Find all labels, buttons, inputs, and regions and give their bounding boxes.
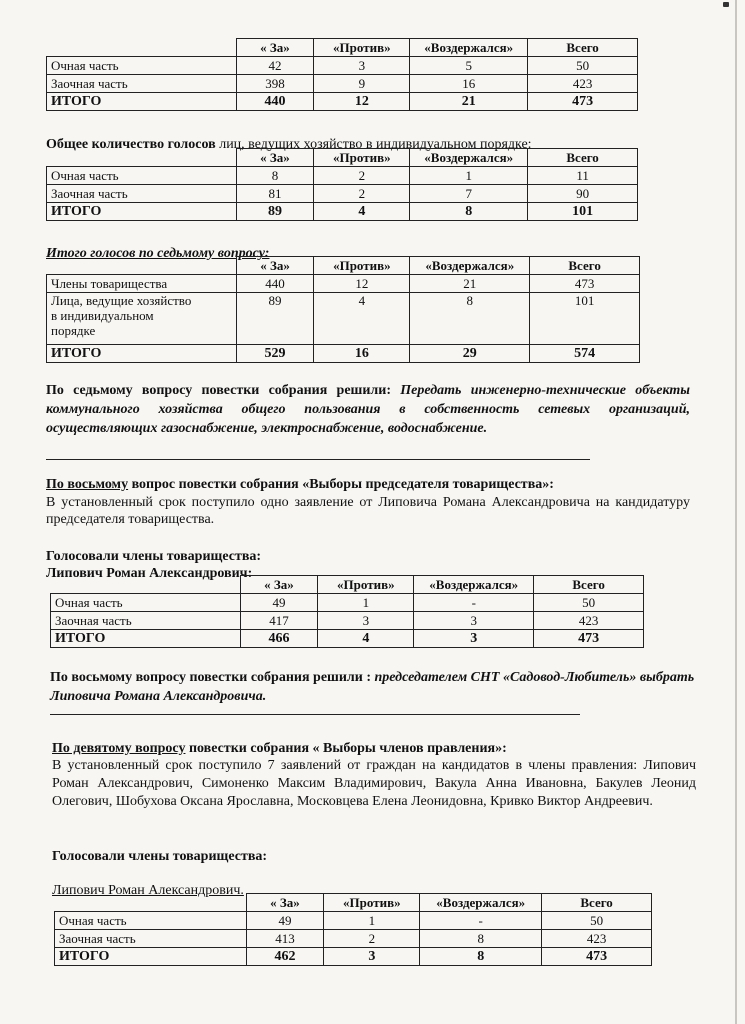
cell-vsego: 423 <box>542 930 652 948</box>
total-vsego: 101 <box>528 203 638 221</box>
cell-za: 417 <box>240 612 318 630</box>
row-label: Очная часть <box>47 167 237 185</box>
col-header-za: « За» <box>236 39 314 57</box>
question-8-heading <box>46 476 686 493</box>
scan-mark <box>723 2 729 7</box>
corner-cell <box>55 894 247 912</box>
col-header-protiv: «Против» <box>314 149 410 167</box>
total-label: ИТОГО <box>55 948 247 966</box>
col-header-za: « За» <box>246 894 324 912</box>
question-9-body: В установленный срок поступило 7 заявлений от граждан на кандидатов в члены правления: Липович Роман Александрович, Симоненко Максим Владимирович, Вакула Анна Ивановна, Бакулев Леонид Олегович, Шобухова Оксана Ярославна, Московцева Елена Леонидовна, Кривко Виктор Андреевич. <box>52 758 696 809</box>
corner-cell <box>47 149 237 167</box>
decision-q8 <box>50 668 696 706</box>
row-label: Члены товарищества <box>47 275 237 293</box>
question-lead-rest: вопрос повестки собрания «Выборы председателя товарищества»: <box>128 477 554 492</box>
question-lead-underlined: По девятому вопросу <box>52 741 186 756</box>
question-8-body: В установленный срок поступило одно заявление от Липовича Романа Александровича на кандидатуру председателя товарищества. <box>46 495 690 527</box>
col-header-vsego: Всего <box>528 149 638 167</box>
col-header-za: « За» <box>236 149 314 167</box>
row-label-line: порядке <box>51 323 96 338</box>
cell-za: 398 <box>236 75 314 93</box>
cell-protiv: 12 <box>314 275 410 293</box>
cell-protiv: 2 <box>314 185 410 203</box>
votes-table-q9 <box>54 893 652 966</box>
total-label: ИТОГО <box>51 630 241 648</box>
cell-vozd: 8 <box>410 293 530 345</box>
cell-vozd: 16 <box>410 75 528 93</box>
votes-table-q8 <box>50 575 644 648</box>
cell-vsego: 50 <box>542 912 652 930</box>
cell-vozd: - <box>414 594 534 612</box>
cell-vozd: 7 <box>410 185 528 203</box>
col-header-vozd: «Воздержался» <box>410 257 530 275</box>
cell-za: 42 <box>236 57 314 75</box>
votes-table-q7-total <box>46 256 640 363</box>
table-row <box>47 75 638 93</box>
row-label: Заочная часть <box>47 185 237 203</box>
table-row <box>47 185 638 203</box>
table-row <box>47 167 638 185</box>
cell-protiv: 3 <box>318 612 414 630</box>
total-protiv: 4 <box>314 203 410 221</box>
cell-vsego: 90 <box>528 185 638 203</box>
col-header-protiv: «Против» <box>324 894 420 912</box>
cell-za: 49 <box>246 912 324 930</box>
decision-lead: По восьмому вопросу повестки собрания решили : <box>50 670 372 685</box>
total-row <box>51 630 644 648</box>
table-row <box>47 293 640 345</box>
col-header-vsego: Всего <box>542 894 652 912</box>
total-vsego: 473 <box>542 948 652 966</box>
decision-lead: По седьмому вопросу повестки собрания решили: <box>46 383 392 398</box>
cell-vsego: 50 <box>534 594 644 612</box>
total-za: 440 <box>236 93 314 111</box>
decision-text: Передать инженерно-технические объекты коммунального хозяйства общего пользования в собственность сетевых организаций, осуществляющих газоснабжение, электроснабжение, водоснабжение. <box>46 383 690 436</box>
total-row <box>47 93 638 111</box>
table-row <box>51 612 644 630</box>
col-header-protiv: «Против» <box>314 39 410 57</box>
question-9-heading <box>52 740 692 757</box>
col-header-vsego: Всего <box>534 576 644 594</box>
col-header-vozd: «Воздержался» <box>410 149 528 167</box>
heading-rest: лиц, ведущих хозяйство в индивидуальном порядке: <box>215 137 532 152</box>
corner-cell <box>51 576 241 594</box>
total-label: ИТОГО <box>47 93 237 111</box>
total-za: 462 <box>246 948 324 966</box>
cell-protiv: 2 <box>324 930 420 948</box>
cell-protiv: 1 <box>318 594 414 612</box>
row-label-line: в индивидуальном <box>51 308 154 323</box>
cell-vozd: - <box>420 912 542 930</box>
cell-vsego: 423 <box>528 75 638 93</box>
total-za: 89 <box>236 203 314 221</box>
col-header-vozd: «Воздержался» <box>420 894 542 912</box>
total-vsego: 574 <box>530 345 640 363</box>
row-label: Заочная часть <box>47 75 237 93</box>
cell-vsego: 50 <box>528 57 638 75</box>
cell-protiv: 3 <box>314 57 410 75</box>
cell-vozd: 8 <box>420 930 542 948</box>
decision-text: председателем СНТ «Садовод-Любитель» выбрать Липовича Романа Александровича. <box>50 670 695 704</box>
cell-protiv: 9 <box>314 75 410 93</box>
col-header-vozd: «Воздержался» <box>410 39 528 57</box>
total-za: 466 <box>240 630 318 648</box>
cell-protiv: 2 <box>314 167 410 185</box>
col-header-protiv: «Против» <box>314 257 410 275</box>
cell-vsego: 11 <box>528 167 638 185</box>
row-label: Очная часть <box>47 57 237 75</box>
table-row <box>55 930 652 948</box>
total-row <box>55 948 652 966</box>
row-label: Очная часть <box>55 912 247 930</box>
cell-za: 49 <box>240 594 318 612</box>
table-row <box>51 594 644 612</box>
total-row <box>47 345 640 363</box>
cell-za: 81 <box>236 185 314 203</box>
cell-protiv: 1 <box>324 912 420 930</box>
col-header-protiv: «Против» <box>318 576 414 594</box>
votes-table-individuals-q7 <box>46 148 638 221</box>
col-header-vsego: Всего <box>530 257 640 275</box>
total-protiv: 12 <box>314 93 410 111</box>
total-row <box>47 203 638 221</box>
cell-vozd: 3 <box>414 612 534 630</box>
row-label <box>47 293 237 345</box>
cell-za: 8 <box>236 167 314 185</box>
row-label: Заочная часть <box>51 612 241 630</box>
total-za: 529 <box>236 345 314 363</box>
page-edge <box>735 0 737 1024</box>
cell-vsego: 473 <box>530 275 640 293</box>
candidate-name: Липович Роман Александрович: <box>46 566 253 581</box>
decision-q7 <box>46 381 690 438</box>
corner-cell <box>47 257 237 275</box>
total-protiv: 3 <box>324 948 420 966</box>
table-row <box>47 275 640 293</box>
total-vozd: 21 <box>410 93 528 111</box>
voted-label: Голосовали члены товарищества: <box>52 849 268 864</box>
cell-vozd: 21 <box>410 275 530 293</box>
cell-protiv: 4 <box>314 293 410 345</box>
heading-bold: Общее количество голосов <box>46 137 216 152</box>
separator-line <box>50 714 580 715</box>
total-protiv: 4 <box>318 630 414 648</box>
cell-vsego: 101 <box>530 293 640 345</box>
total-vozd: 8 <box>420 948 542 966</box>
section-heading-q7-total: Итого голосов по седьмому вопросу: <box>46 246 270 261</box>
row-label: Заочная часть <box>55 930 247 948</box>
cell-za: 440 <box>236 275 314 293</box>
total-vozd: 8 <box>410 203 528 221</box>
col-header-vozd: «Воздержался» <box>414 576 534 594</box>
col-header-za: « За» <box>240 576 318 594</box>
total-protiv: 16 <box>314 345 410 363</box>
cell-za: 89 <box>236 293 314 345</box>
separator-line <box>46 459 590 460</box>
cell-vozd: 1 <box>410 167 528 185</box>
question-lead-rest: повестки собрания « Выборы членов правления»: <box>185 741 507 756</box>
table-row <box>47 57 638 75</box>
row-label: Очная часть <box>51 594 241 612</box>
total-vsego: 473 <box>534 630 644 648</box>
row-label-line: Лица, ведущие хозяйство <box>51 293 192 308</box>
total-vozd: 29 <box>410 345 530 363</box>
candidate-name: Липович Роман Александрович. <box>52 883 244 898</box>
total-vsego: 473 <box>528 93 638 111</box>
question-lead-underlined: По восьмому <box>46 477 129 492</box>
cell-vozd: 5 <box>410 57 528 75</box>
col-header-za: « За» <box>236 257 314 275</box>
corner-cell <box>47 39 237 57</box>
votes-table-members-q7 <box>46 38 638 111</box>
table-row <box>55 912 652 930</box>
total-label: ИТОГО <box>47 203 237 221</box>
total-vozd: 3 <box>414 630 534 648</box>
cell-za: 413 <box>246 930 324 948</box>
total-label: ИТОГО <box>47 345 237 363</box>
col-header-vsego: Всего <box>528 39 638 57</box>
cell-vsego: 423 <box>534 612 644 630</box>
voted-label: Голосовали члены товарищества: <box>46 549 262 564</box>
